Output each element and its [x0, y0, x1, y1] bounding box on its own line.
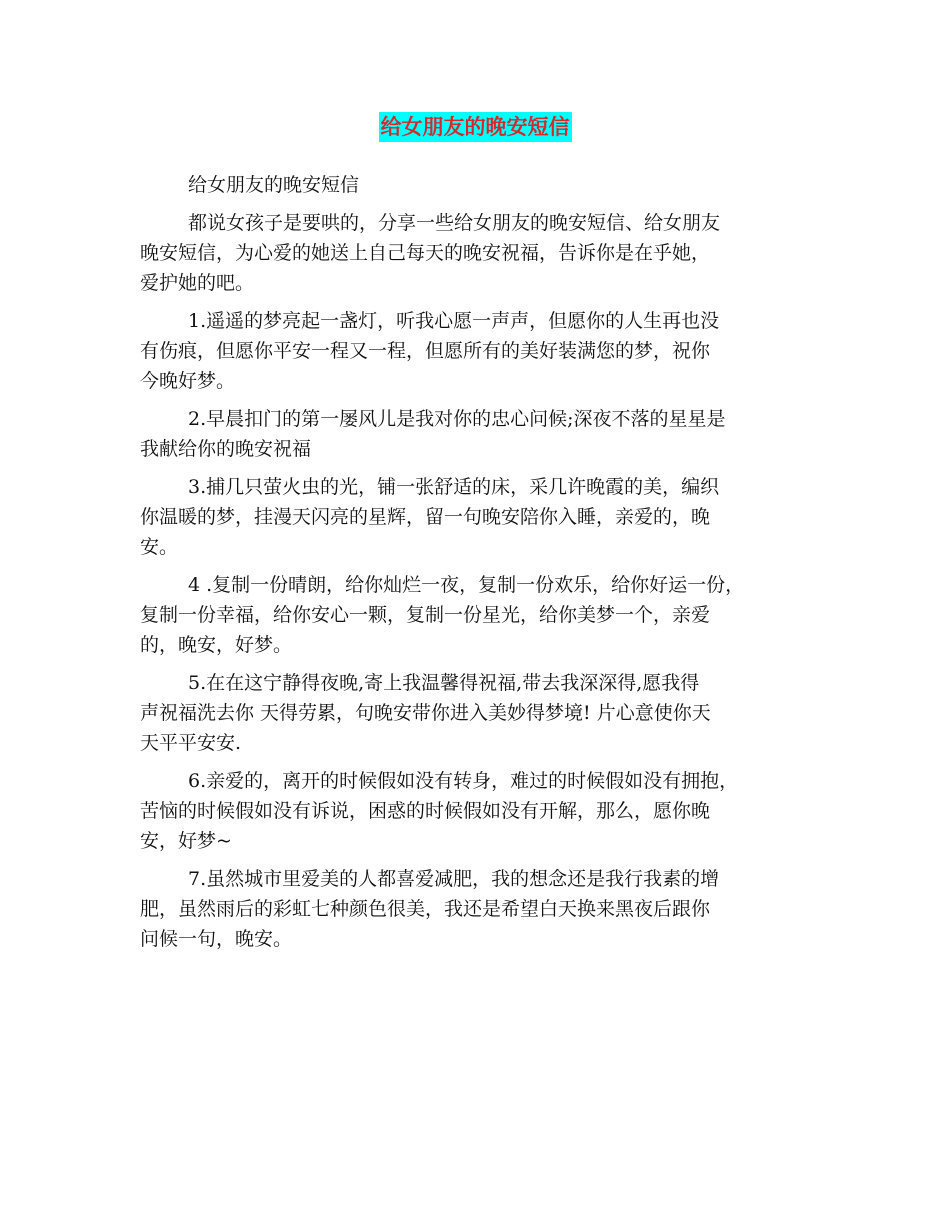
paragraph — [140, 404, 830, 464]
document-title: 给女朋友的晚安短信 — [379, 112, 572, 142]
paragraph-line: 我献给你的晚安祝福 — [140, 438, 312, 460]
paragraph-line: 复制一份幸福，给你安心一颗，复制一份星光，给你美梦一个，亲爱 — [140, 604, 711, 626]
paragraph — [140, 668, 830, 758]
paragraph — [140, 472, 830, 562]
paragraph-line: 3.捕几只萤火虫的光，铺一张舒适的床，采几许晚霞的美，编织 — [188, 476, 720, 498]
paragraph-line: 安。 — [140, 536, 179, 558]
paragraph-line: 6.亲爱的，离开的时候假如没有转身，难过的时候假如没有拥抱， — [188, 770, 739, 792]
paragraph-line: 苦恼的时候假如没有诉说，困惑的时候假如没有开解，那么，愿你晚 — [140, 800, 711, 822]
paragraph — [140, 306, 830, 396]
paragraph — [140, 208, 830, 298]
paragraph-line: 1.遥遥的梦亮起一盏灯，听我心愿一声声，但愿你的人生再也没 — [188, 310, 720, 332]
paragraph — [140, 864, 830, 954]
paragraph — [140, 766, 830, 856]
document-body — [140, 170, 830, 962]
paragraph-line: 天平平安安. — [140, 732, 242, 754]
paragraph — [140, 570, 830, 660]
paragraph-line: 肥，虽然雨后的彩虹七种颜色很美，我还是希望白天换来黑夜后跟你 — [140, 898, 711, 920]
paragraph-line: 安，好梦~ — [140, 830, 232, 852]
paragraph-line: 给女朋友的晚安短信 — [188, 174, 360, 196]
paragraph-line: 7.虽然城市里爱美的人都喜爱减肥，我的想念还是我行我素的增 — [188, 868, 720, 890]
paragraph-line: 晚安短信，为心爱的她送上自己每天的晚安祝福，告诉你是在乎她， — [140, 242, 711, 264]
paragraph-line: 都说女孩子是要哄的，分享一些给女朋友的晚安短信、给女朋友 — [188, 212, 721, 234]
paragraph-line: 有伤痕，但愿你平安一程又一程，但愿所有的美好装满您的梦，祝你 — [140, 340, 711, 362]
paragraph-line: 问候一句，晚安。 — [140, 928, 293, 950]
paragraph-line: 你温暖的梦，挂漫天闪亮的星辉，留一句晚安陪你入睡，亲爱的，晚 — [140, 506, 711, 528]
paragraph — [140, 170, 830, 200]
paragraph-line: 的，晚安，好梦。 — [140, 634, 293, 656]
title-container — [0, 112, 950, 142]
paragraph-line: 4 .复制一份晴朗，给你灿烂一夜，复制一份欢乐，给你好运一份， — [188, 574, 745, 596]
paragraph-line: 2.早晨扣门的第一屡风儿是我对你的忠心问候;深夜不落的星星是 — [188, 408, 726, 430]
paragraph-line: 5.在在这宁静得夜晚,寄上我温馨得祝福,带去我深深得,愿我得 — [188, 672, 700, 694]
paragraph-line: 爱护她的吧。 — [140, 272, 255, 294]
paragraph-line: 声祝福洗去你 天得劳累，句晚安带你进入美妙得梦境! 片心意使你天 — [140, 702, 711, 724]
paragraph-line: 今晚好梦。 — [140, 370, 236, 392]
